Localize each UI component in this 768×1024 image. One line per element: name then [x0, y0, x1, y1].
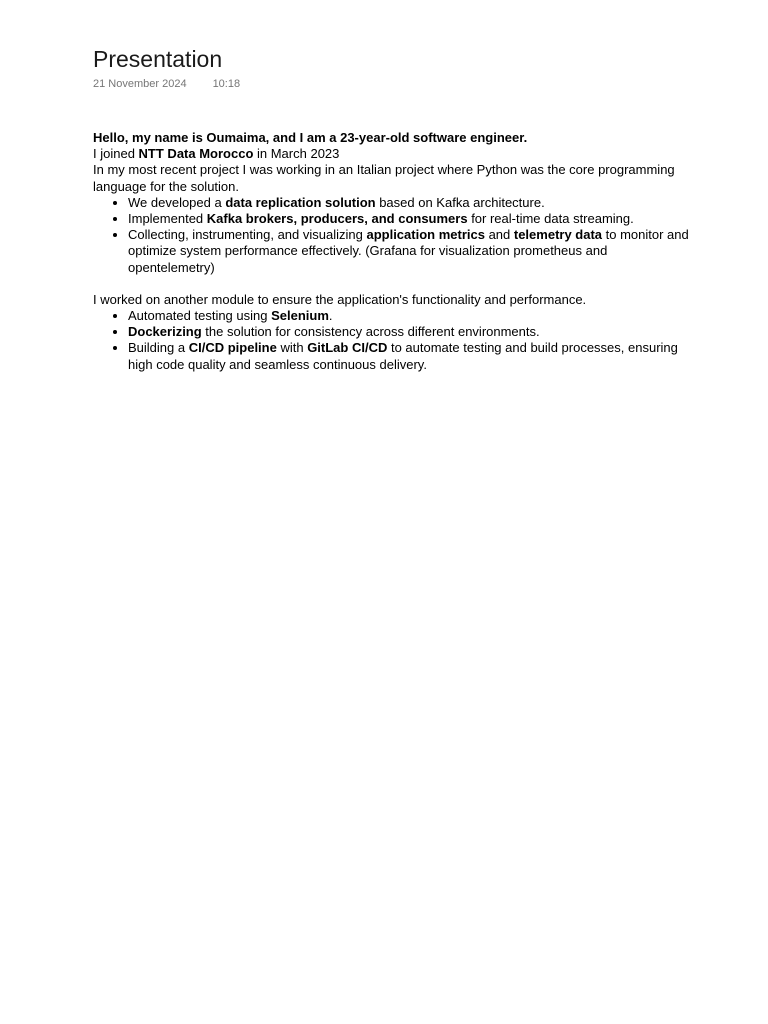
intro-greeting: Hello, my name is Oumaima, and I am a 23-year-old software engineer. [93, 130, 528, 145]
list-item-text: for real-time data streaming. [467, 211, 634, 227]
list-item-bold: telemetry data [513, 227, 603, 243]
list-item-text: . [328, 308, 333, 324]
list-item[interactable] [128, 227, 693, 276]
intro-line-2-pre: I joined [93, 146, 139, 162]
list-item-text: the solution for consistency across different environments. [201, 324, 540, 340]
page-date: 21 November 2024 [93, 78, 187, 90]
intro-line-2[interactable] [93, 146, 693, 162]
list-item[interactable] [128, 324, 693, 340]
list-item-text: Building a [128, 340, 189, 356]
list-item-bold: Kafka brokers, producers, and consumers [206, 211, 468, 227]
list-item-text: Automated testing using [128, 308, 272, 324]
list-item[interactable] [128, 340, 693, 372]
list-item-bold: GitLab CI/CD [307, 340, 388, 356]
list-item-text: to monitor and optimize system performance effectively. (Grafana for visualization prometheus and opentelemetry) [128, 227, 689, 275]
intro-line-2-post: in March 2023 [253, 146, 340, 162]
section-2-intro[interactable]: I worked on another module to ensure the application's functionality and performance. [93, 291, 587, 307]
list-item-text: We developed a [128, 194, 226, 210]
list-item-bold: Dockerizing [128, 324, 202, 340]
company-name: NTT Data Morocco [138, 146, 254, 162]
note-body[interactable] [93, 130, 693, 373]
list-item[interactable] [128, 211, 693, 227]
list-item-text: to automate testing and build processes, ensuring high code quality and seamless continuous delivery. [128, 340, 678, 372]
list-item-text: with [276, 340, 308, 356]
list-item-text: Collecting, instrumenting, and visualizing [128, 227, 367, 243]
note-page [93, 44, 693, 373]
project-list [93, 195, 693, 276]
paragraph-gap [93, 276, 693, 292]
list-item-text: and [484, 227, 514, 243]
page-time: 10:18 [212, 78, 241, 90]
module-list [93, 308, 693, 373]
list-item-bold: data replication solution [225, 194, 376, 210]
page-title[interactable]: Presentation [93, 46, 223, 72]
list-item-bold: application metrics [366, 227, 485, 243]
list-item-text: based on Kafka architecture. [375, 194, 545, 210]
list-item-bold: CI/CD pipeline [188, 340, 277, 356]
list-item-bold: Selenium [271, 308, 329, 324]
page-timestamp [93, 77, 693, 91]
intro-line-1[interactable] [93, 130, 693, 146]
list-item[interactable] [128, 308, 693, 324]
intro-line-3[interactable]: In my most recent project I was working in an Italian project where Python was the core programming language for the solution. [93, 162, 675, 194]
list-item-text: Implemented [128, 211, 207, 227]
list-item[interactable] [128, 195, 693, 211]
